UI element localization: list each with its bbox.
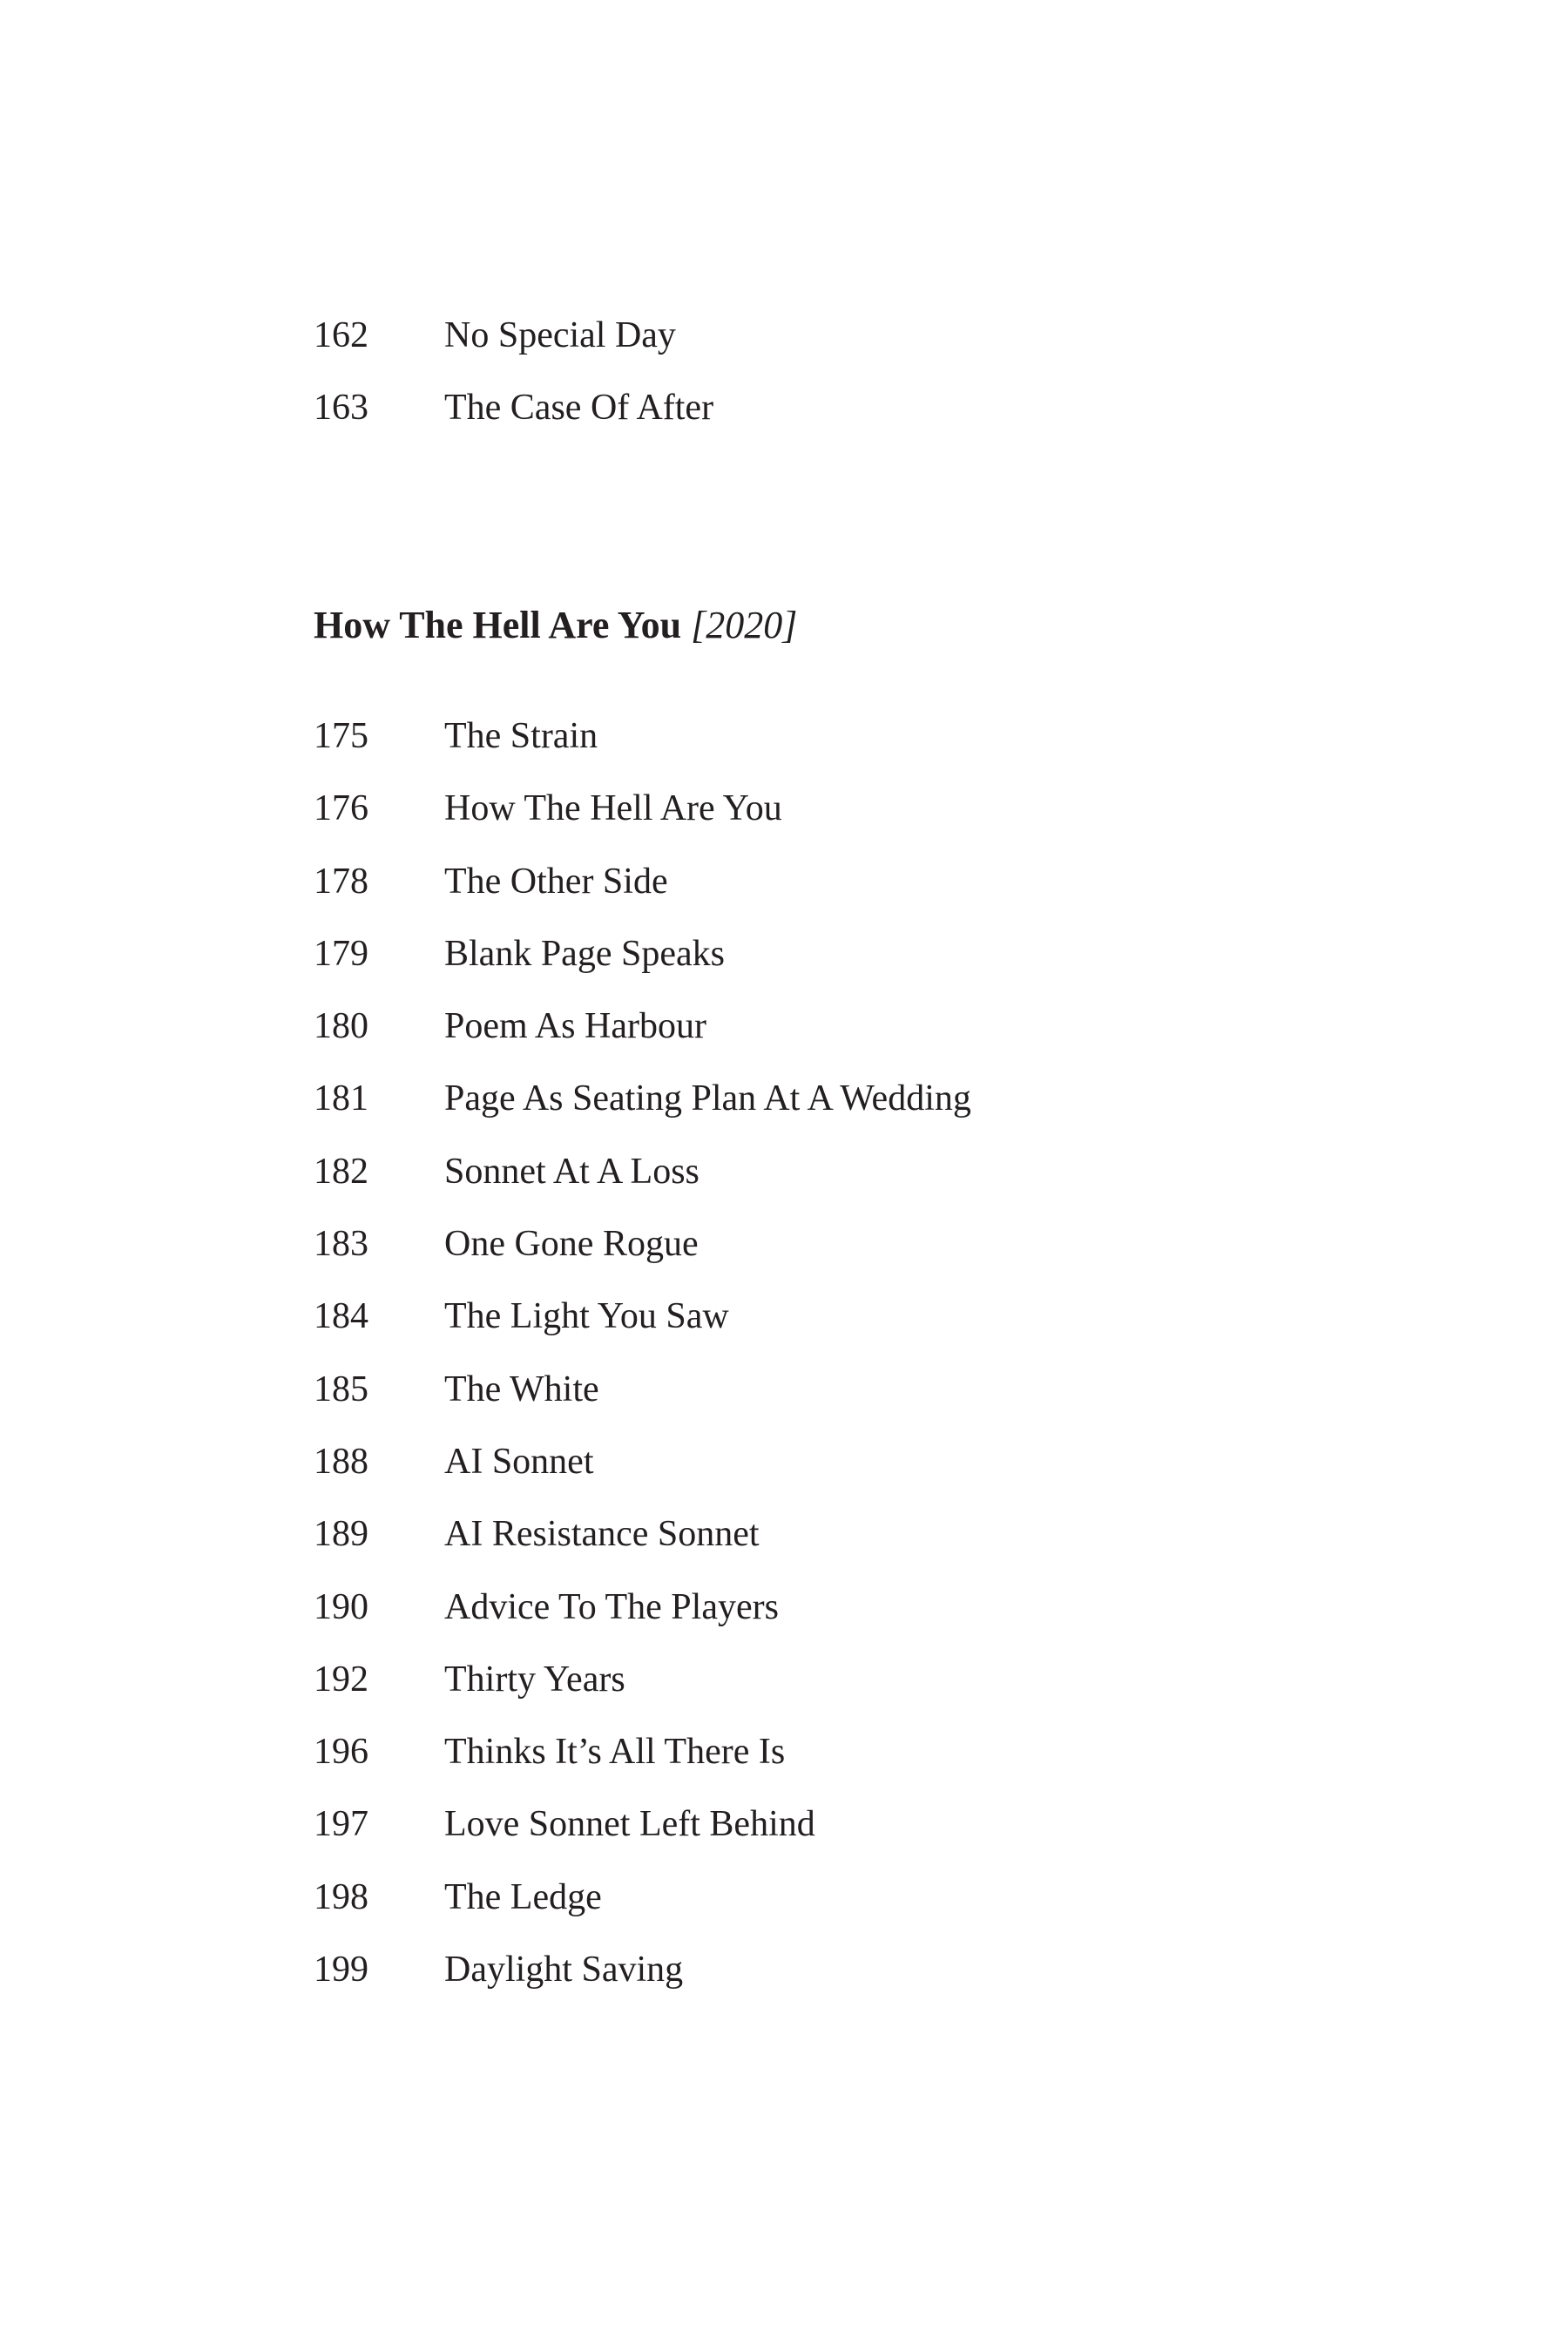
section-year: [2020] <box>691 604 798 646</box>
toc-entry-title: The Ledge <box>444 1876 602 1917</box>
toc-page-number: 192 <box>314 1659 368 1700</box>
toc-page-number: 162 <box>314 315 368 355</box>
toc-entry <box>314 1436 971 1508</box>
toc-page-number: 181 <box>314 1078 368 1119</box>
toc-entry-title: No Special Day <box>444 315 676 355</box>
toc-page-number: 184 <box>314 1296 368 1337</box>
toc-entry <box>314 309 713 382</box>
toc-entry <box>314 1508 971 1580</box>
toc-entry <box>314 1218 971 1290</box>
toc-entry <box>314 1653 971 1726</box>
toc-page-number: 197 <box>314 1804 368 1845</box>
toc-page-number: 175 <box>314 716 368 756</box>
toc-entry-title: One Gone Rogue <box>444 1224 699 1265</box>
toc-page-number: 183 <box>314 1224 368 1265</box>
toc-entry <box>314 1146 971 1218</box>
toc-page-number: 176 <box>314 788 368 829</box>
toc-entry <box>314 1871 971 1943</box>
toc-entry <box>314 1943 971 2016</box>
toc-entry <box>314 1581 971 1653</box>
section-heading <box>314 599 797 652</box>
toc-entry-title: The Other Side <box>444 861 668 902</box>
toc-entry <box>314 382 713 454</box>
toc-entry-title: AI Sonnet <box>444 1441 594 1482</box>
toc-entry-title: Sonnet At A Loss <box>444 1151 700 1192</box>
toc-page-number: 178 <box>314 861 368 902</box>
toc-page-number: 185 <box>314 1369 368 1409</box>
toc-entry-title: AI Resistance Sonnet <box>444 1514 760 1555</box>
toc-page-number: 196 <box>314 1732 368 1773</box>
toc-entry <box>314 1726 971 1798</box>
toc-list-top <box>314 309 713 455</box>
toc-entry-title: The Case Of After <box>444 388 714 429</box>
toc-entry <box>314 1363 971 1436</box>
toc-entry <box>314 928 971 1000</box>
toc-entry <box>314 1290 971 1362</box>
toc-page-number: 198 <box>314 1876 368 1917</box>
section-title: How The Hell Are You <box>314 604 682 646</box>
toc-page-number: 182 <box>314 1151 368 1192</box>
toc-entry <box>314 855 971 928</box>
toc-entry-title: Daylight Saving <box>444 1950 684 1990</box>
toc-page-number: 188 <box>314 1441 368 1482</box>
toc-page-number: 190 <box>314 1586 368 1627</box>
toc-entry-title: Thinks It’s All There Is <box>444 1732 786 1773</box>
toc-entry-title: Blank Page Speaks <box>444 933 725 974</box>
toc-entry <box>314 782 971 855</box>
toc-entry-title: How The Hell Are You <box>444 788 782 829</box>
toc-entry-title: The Light You Saw <box>444 1296 729 1337</box>
toc-entry-title: Advice To The Players <box>444 1586 779 1627</box>
toc-page-number: 180 <box>314 1006 368 1047</box>
toc-entry-title: Page As Seating Plan At A Wedding <box>444 1078 971 1119</box>
toc-entry-title: Thirty Years <box>444 1659 625 1700</box>
toc-entry <box>314 1000 971 1072</box>
toc-list-section <box>314 710 971 2016</box>
toc-entry-title: Love Sonnet Left Behind <box>444 1804 815 1845</box>
toc-page-number: 199 <box>314 1950 368 1990</box>
toc-entry-title: The White <box>444 1369 599 1409</box>
toc-entry <box>314 1072 971 1145</box>
toc-page-number: 179 <box>314 933 368 974</box>
toc-entry <box>314 710 971 782</box>
toc-entry-title: The Strain <box>444 716 598 756</box>
toc-page-number: 163 <box>314 388 368 429</box>
toc-page-number: 189 <box>314 1514 368 1555</box>
toc-entry <box>314 1798 971 1870</box>
toc-entry-title: Poem As Harbour <box>444 1006 706 1047</box>
